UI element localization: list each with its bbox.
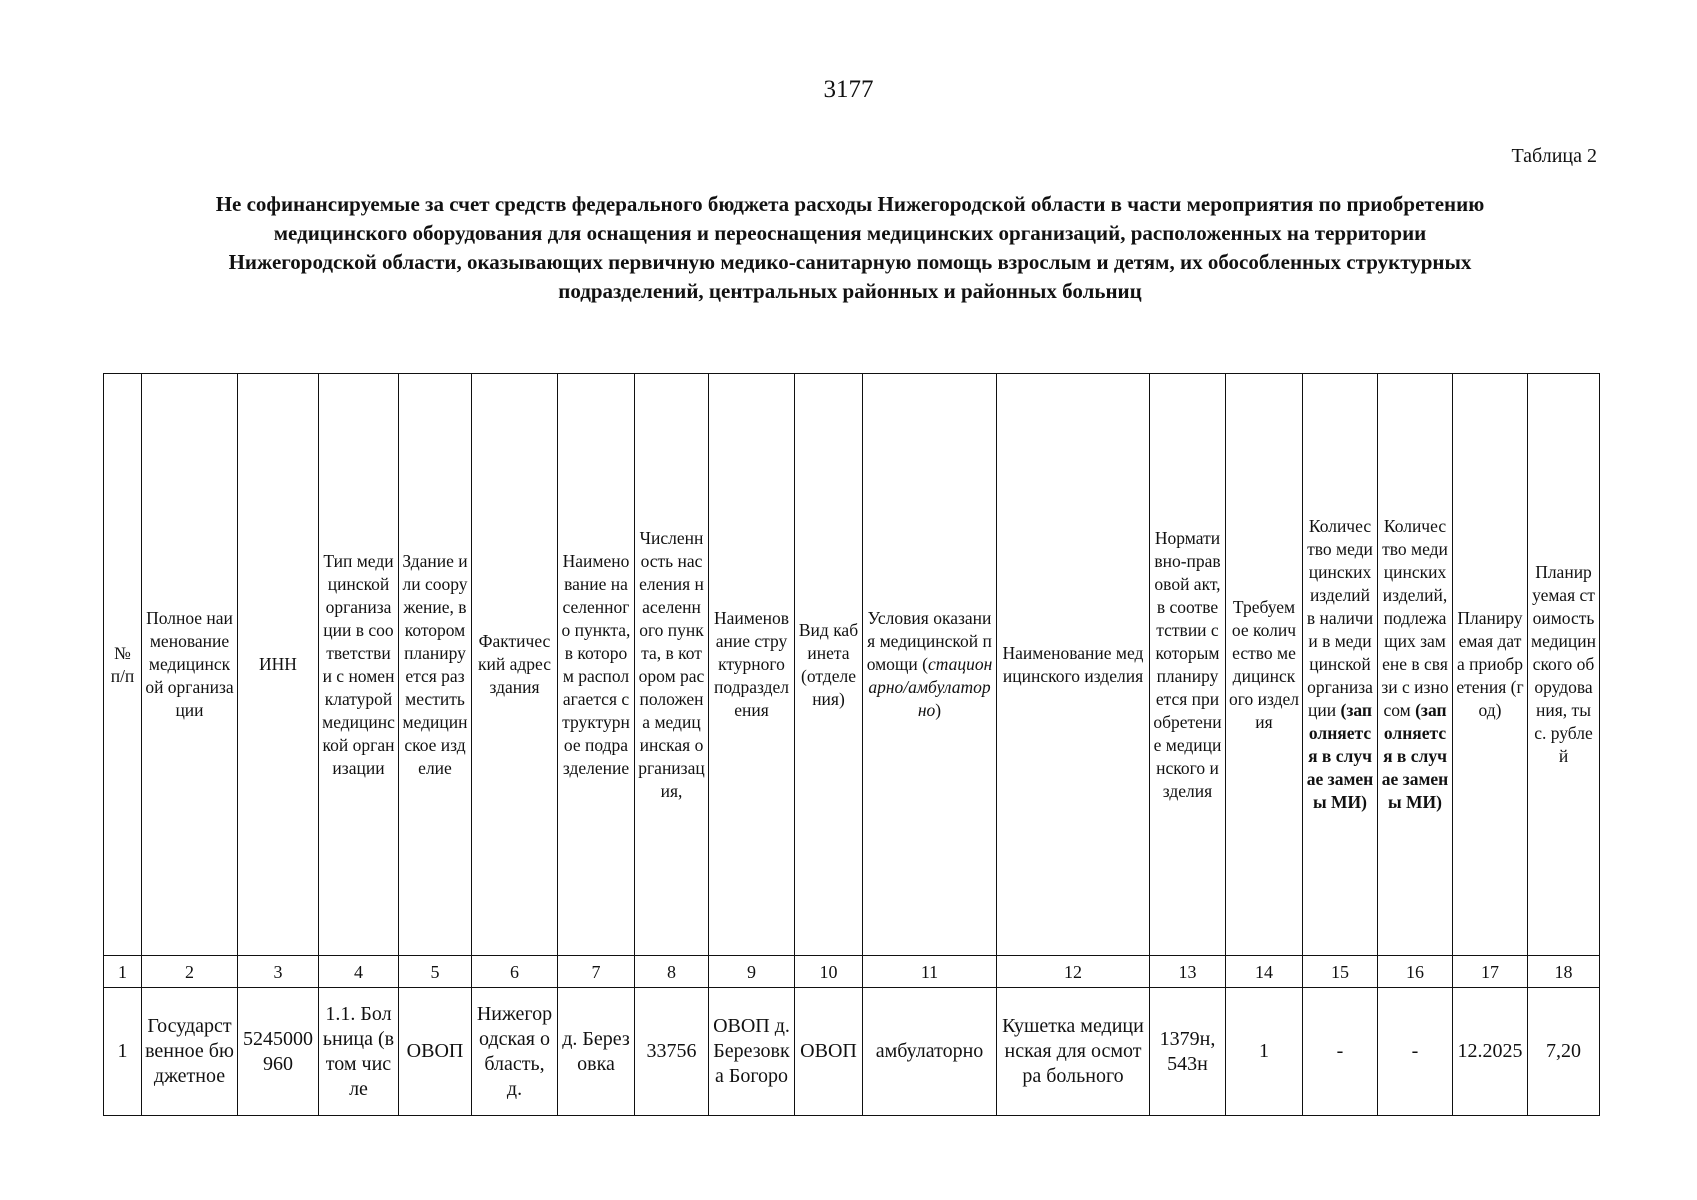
column-number: 16 (1378, 956, 1453, 988)
column-number: 17 (1453, 956, 1528, 988)
cell-conditions: амбулаторно (863, 988, 997, 1116)
cell-device: Кушетка медицинская для осмотра больного (997, 988, 1150, 1116)
column-number: 5 (399, 956, 472, 988)
header-cell-device: Наименование медицинского изделия (997, 374, 1150, 956)
cell-cost: 7,20 (1528, 988, 1600, 1116)
header-cell-subdivision: Наименование структурного подразделения (709, 374, 795, 956)
replace-label: Количество медицинских изделий, подлежащих замене в связи с износом (1381, 516, 1449, 720)
page-number: 3177 (823, 76, 874, 103)
cell-replace: - (1378, 988, 1453, 1116)
column-number: 6 (472, 956, 558, 988)
cell-date: 12.2025 (1453, 988, 1528, 1116)
column-number: 18 (1528, 956, 1600, 988)
column-number: 2 (142, 956, 238, 988)
column-number: 1 (104, 956, 142, 988)
column-number: 12 (997, 956, 1150, 988)
cell-cabinet: ОВОП (795, 988, 863, 1116)
header-cell-number: № п/п (104, 374, 142, 956)
cell-org-name: Государственное бюджетное (142, 988, 238, 1116)
cell-inn: 5245000960 (238, 988, 319, 1116)
equipment-table (103, 373, 1600, 1116)
column-number: 4 (319, 956, 399, 988)
column-number: 11 (863, 956, 997, 988)
header-row (104, 374, 1600, 956)
column-number: 10 (795, 956, 863, 988)
header-cell-conditions: Условия оказания медицинской помощи (стационарно/амбулаторно) (863, 374, 997, 956)
present-label: Количество медицинских изделий в наличии в медицинской организации (1306, 516, 1374, 720)
column-number: 13 (1150, 956, 1226, 988)
cell-building: ОВОП (399, 988, 472, 1116)
column-number: 8 (635, 956, 709, 988)
header-cell-cabinet: Вид кабинета (отделения) (795, 374, 863, 956)
header-cell-org-name: Полное наименование медицинской организации (142, 374, 238, 956)
cell-address: Нижегородская область, д. (472, 988, 558, 1116)
header-cell-required: Требуемое количество медицинского изделия (1226, 374, 1303, 956)
replace-note: (заполняется в случае замены МИ) (1381, 700, 1449, 812)
header-cell-inn: ИНН (238, 374, 319, 956)
table-row (104, 988, 1600, 1116)
cell-population: 33756 (635, 988, 709, 1116)
header-cell-building: Здание или сооружение, в котором планируется разместить медицинское изделие (399, 374, 472, 956)
title-line: Нижегородской области, оказывающих первичную медико-санитарную помощь взрослым и детям, их обособленных структурных (228, 250, 1472, 274)
title-line: медицинского оборудования для оснащения и переоснащения медицинских организаций, расположенных на территории (273, 221, 1427, 245)
cell-present: - (1303, 988, 1378, 1116)
header-cell-cost: Планируемая стоимость медицинского оборудования, тыс. рублей (1528, 374, 1600, 956)
conditions-label: Условия оказания медицинской помощи (866, 608, 992, 674)
header-cell-act: Нормативно-правовой акт, в соответствии с которым планируется приобретение медицинского изделия (1150, 374, 1226, 956)
present-note: (заполняется в случае замены МИ) (1306, 700, 1374, 812)
cell-number: 1 (104, 988, 142, 1116)
header-cell-address: Фактический адрес здания (472, 374, 558, 956)
column-number: 15 (1303, 956, 1378, 988)
title-line: подразделений, центральных районных и районных больниц (558, 279, 1142, 303)
header-cell-settlement: Наименование населенного пункта, в котором располагается структурное подразделение (558, 374, 635, 956)
column-number: 7 (558, 956, 635, 988)
column-number: 3 (238, 956, 319, 988)
conditions-italic: стационарно/амбулаторно (868, 654, 993, 720)
cell-settlement: д. Березовка (558, 988, 635, 1116)
header-cell-org-type: Тип медицинской организации в соответствии с номенклатурой медицинской организации (319, 374, 399, 956)
title-line: Не софинансируемые за счет средств федерального бюджета расходы Нижегородской области в части мероприятия по приобретению (215, 192, 1485, 216)
cell-org-type: 1.1. Больница (в том числе (319, 988, 399, 1116)
cell-required: 1 (1226, 988, 1303, 1116)
table-title (110, 190, 1590, 306)
cell-subdivision: ОВОП д. Березовка Богоро (709, 988, 795, 1116)
column-number-row (104, 956, 1600, 988)
header-cell-population: Численность населения населенного пункта, в котором расположена медицинская организация, (635, 374, 709, 956)
column-number: 9 (709, 956, 795, 988)
header-cell-replace (1378, 374, 1453, 956)
column-number: 14 (1226, 956, 1303, 988)
cell-act: 1379н, 543н (1150, 988, 1226, 1116)
table-label: Таблица 2 (1511, 145, 1597, 167)
header-cell-date: Планируемая дата приобретения (год) (1453, 374, 1528, 956)
header-cell-present (1303, 374, 1378, 956)
